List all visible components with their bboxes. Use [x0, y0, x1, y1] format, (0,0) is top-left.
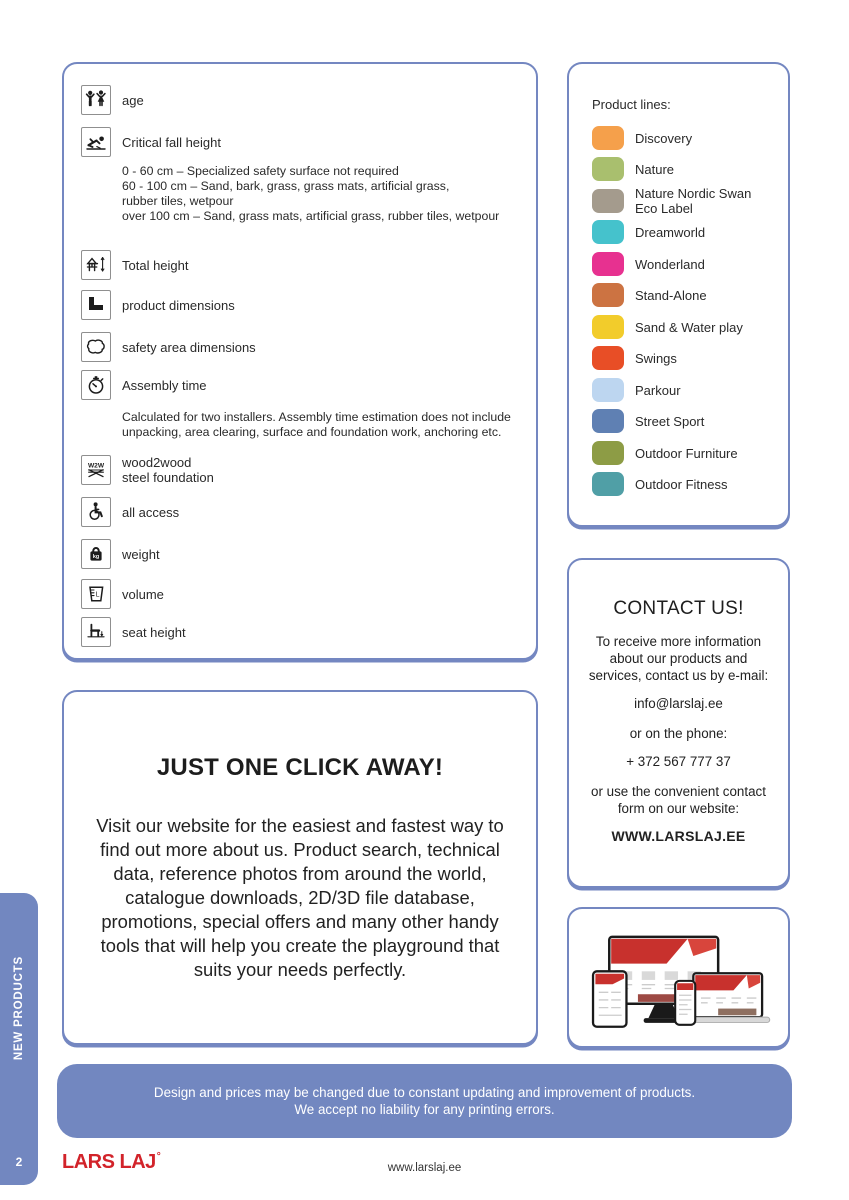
icon-legend-panel [62, 62, 538, 660]
page-number: 2 [15, 1155, 23, 1169]
note-line: 60 - 100 cm – Sand, bark, grass, grass mats, artificial grass, [122, 179, 450, 193]
assembly-time-icon [81, 370, 111, 400]
volume-icon [81, 579, 111, 609]
promo-title: JUST ONE CLICK AWAY! [156, 754, 444, 781]
svg-text:kg: kg [92, 553, 100, 560]
note-line: unpacking, area clearing, surface and foundation work, anchoring etc. [122, 425, 502, 439]
legend-row-seat-height [81, 617, 186, 647]
product-line-item [592, 283, 775, 307]
color-swatch [592, 346, 624, 370]
note-line: over 100 cm – Sand, grass mats, artificial grass, rubber tiles, wetpour [122, 209, 500, 223]
color-swatch [592, 315, 624, 339]
contact-form-label [575, 783, 782, 817]
logo-text: LARS LAJ [62, 1151, 156, 1173]
color-swatch [592, 157, 624, 181]
product-dimensions-icon [81, 290, 111, 320]
legend-label-safety-area: safety area dimensions [122, 339, 256, 355]
legend-row-assembly-time [81, 370, 207, 400]
color-swatch [592, 409, 624, 433]
color-swatch [592, 189, 624, 213]
critical-fall-height-icon [81, 127, 111, 157]
promo-body: Visit our website for the easiest and fastest way to find out more about us. Product search, technical data, reference photos from around the world, catalogue downloads, 2D/3D file database, promotions, special offers and many other handy tools that will help you create the playground that suits your needs perfectly. [96, 815, 504, 980]
product-line-item [592, 126, 775, 150]
legend-row-all-access [81, 497, 179, 527]
contact-intro [575, 633, 782, 684]
contact-phone-number: + 372 567 777 37 [626, 754, 731, 769]
color-swatch [592, 472, 624, 496]
product-line-label: Wonderland [635, 256, 705, 272]
footer-url[interactable]: www.larslaj.ee [387, 1162, 462, 1174]
color-swatch [592, 252, 624, 276]
product-line-label: Outdoor Fitness [635, 476, 728, 492]
product-line-item [592, 346, 775, 370]
all-access-icon [81, 497, 111, 527]
seat-height-icon [81, 617, 111, 647]
product-line-item [592, 186, 775, 216]
legend-label-age: age [122, 92, 144, 108]
critical-fall-height-note [122, 164, 499, 224]
contact-phone-label: or on the phone: [629, 726, 728, 741]
legend-row-age [81, 85, 144, 115]
product-line-label: Dreamworld [635, 224, 706, 240]
legend-row-volume [81, 579, 164, 609]
contact-panel [567, 558, 790, 888]
legend-label-weight: weight [122, 546, 160, 562]
website-devices-image [574, 914, 784, 1042]
wood2wood-label-line2: steel foundation [122, 470, 214, 485]
product-line-label: Sand & Water play [635, 319, 743, 335]
logo-mark: ° [156, 1151, 161, 1162]
product-line-label: Street Sport [635, 413, 705, 429]
contact-website-link[interactable]: WWW.LARSLAJ.EE [611, 828, 746, 844]
contact-intro-line: services, contact us by e-mail: [588, 668, 769, 683]
promo-panel [62, 690, 538, 1045]
product-lines-title: Product lines: [592, 97, 671, 112]
total-height-icon [81, 250, 111, 280]
weight-icon [81, 539, 111, 569]
section-tab [0, 893, 38, 1185]
legend-row-wood2wood [81, 455, 214, 485]
product-lines-panel [567, 62, 790, 527]
product-line-label: Outdoor Furniture [635, 445, 738, 461]
legend-label-wood2wood [122, 455, 214, 485]
age-icon [81, 85, 111, 115]
legend-label-critical-fall-height: Critical fall height [122, 134, 221, 150]
contact-intro-line: about our products and [609, 651, 748, 666]
legend-row-critical-fall-height [81, 127, 221, 157]
legend-label-all-access: all access [122, 504, 180, 520]
legend-label-volume: volume [122, 586, 164, 602]
product-line-label: Discovery [635, 130, 693, 146]
product-line-label: Swings [635, 350, 677, 366]
disclaimer-line1: Design and prices may be changed due to constant updating and improvement of products. [153, 1085, 696, 1100]
assembly-time-note [122, 410, 511, 440]
legend-row-total-height [81, 250, 189, 280]
note-line: 0 - 60 cm – Specialized safety surface not required [122, 164, 399, 178]
product-line-item [592, 441, 775, 465]
legend-label-total-height: Total height [122, 257, 189, 273]
wood2wood-icon [81, 455, 111, 485]
wood2wood-label-line1: wood2wood [122, 455, 192, 470]
svg-text:L: L [95, 591, 100, 599]
product-line-label: Parkour [635, 382, 681, 398]
product-line-item [592, 252, 775, 276]
product-line-label: Nature Nordic Swan Eco Label [635, 186, 752, 216]
color-swatch [592, 220, 624, 244]
legend-row-weight [81, 539, 160, 569]
disclaimer-line2: We accept no liability for any printing errors. [294, 1101, 555, 1117]
legend-label-seat-height: seat height [122, 624, 186, 640]
section-label: NEW PRODUCTS [13, 955, 25, 1061]
safety-area-dimensions-icon [81, 332, 111, 362]
contact-form-line: form on our website: [617, 801, 740, 816]
disclaimer-banner [57, 1064, 792, 1138]
legend-label-product-dimensions: product dimensions [122, 297, 235, 313]
contact-email-link[interactable]: info@larslaj.ee [634, 696, 723, 711]
product-line-item [592, 378, 775, 402]
website-devices-panel [567, 907, 790, 1048]
legend-row-safety-area [81, 332, 256, 362]
color-swatch [592, 378, 624, 402]
product-line-label: Stand-Alone [635, 287, 707, 303]
contact-intro-line: To receive more information [595, 634, 762, 649]
svg-text:W2W: W2W [87, 462, 105, 470]
product-line-item [592, 409, 775, 433]
color-swatch [592, 441, 624, 465]
legend-row-product-dimensions [81, 290, 235, 320]
contact-form-line: or use the convenient contact [591, 784, 766, 799]
legend-label-assembly-time: Assembly time [122, 377, 207, 393]
note-line: rubber tiles, wetpour [122, 194, 234, 208]
color-swatch [592, 283, 624, 307]
note-line: Calculated for two installers. Assembly time estimation does not include [122, 410, 511, 424]
section-label-wrap [0, 893, 38, 1123]
product-line-label: Nature [635, 161, 675, 177]
product-line-item [592, 220, 775, 244]
color-swatch [592, 126, 624, 150]
product-line-item [592, 472, 775, 496]
contact-title: CONTACT US! [613, 598, 744, 619]
product-line-item [592, 157, 775, 181]
product-line-item [592, 315, 775, 339]
